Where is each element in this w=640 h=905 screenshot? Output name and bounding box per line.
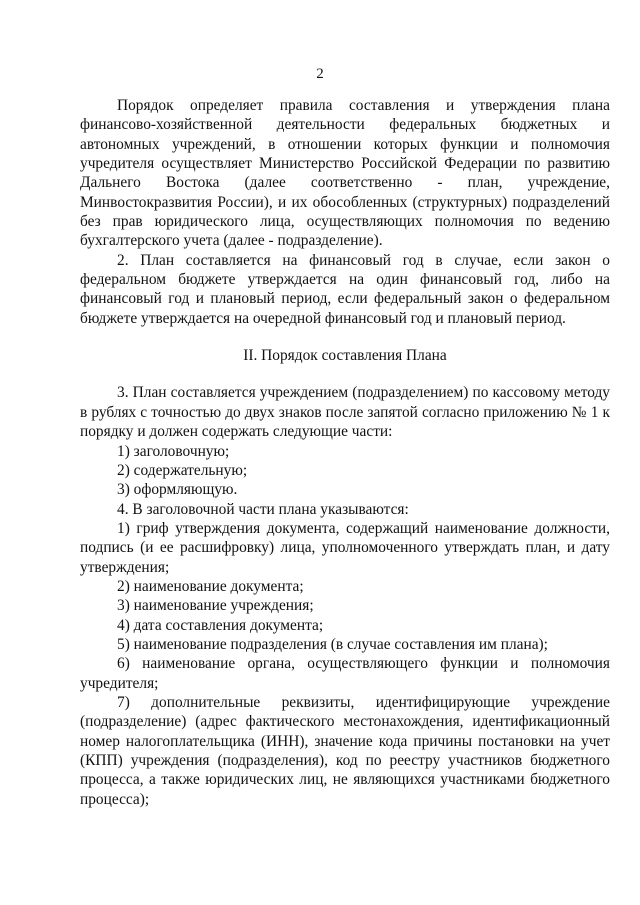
list-item: 5) наименование подразделения (в случае составления им плана);: [117, 635, 548, 653]
list-item: 1) заголовочную;: [117, 442, 230, 460]
list-item: 2) наименование документа;: [117, 577, 304, 595]
paragraph-3: 3. План составляется учреждением (подразделением) по кассовому методу в рублях с точностью до двух знаков после запятой согласно приложению № 1 к порядку и должен содержать следующие части:: [80, 384, 610, 441]
section-heading: II. Порядок составления Плана: [243, 347, 447, 365]
document-body: [80, 96, 610, 809]
list-item: 3) оформляющую.: [117, 481, 238, 499]
paragraph-4: 4. В заголовочной части плана указываются:: [117, 500, 409, 518]
list-item: 4) дата составления документа;: [117, 616, 324, 634]
paragraph-intro: Порядок определяет правила составления и утверждения плана финансово-хозяйственной деятельности федеральных бюджетных и автономных учреждений, в отношении которых функции и полномочия учредителя осуществляет Министерство Российской Федерации по развитию Дальнего Востока (далее соответственно - план, учреждение, Минвостокразвития России), и их обособленных (структурных) подразделений без прав юридического лица, осуществляющих полномочия по ведению бухгалтерского учета (далее - подразделение).: [80, 97, 610, 250]
list-item: 6) наименование органа, осуществляющего функции и полномочия учредителя;: [80, 655, 610, 692]
paragraph-2: 2. План составляется на финансовый год в случае, если закон о федеральном бюджете утверждается на один финансовый год, либо на финансовый год и плановый период, если федеральный закон о федеральном бюджете утверждается на очередной финансовый год и плановый период.: [80, 251, 610, 327]
page-number: 2: [316, 66, 324, 82]
list-item: 1) гриф утверждения документа, содержащий наименование должности, подпись (и ее расшифровку) лица, уполномоченного утверждать план, и дату утверждения;: [80, 519, 610, 576]
list-item: 3) наименование учреждения;: [117, 597, 314, 615]
list-item: 7) дополнительные реквизиты, идентифицирующие учреждение (подразделение) (адрес фактического местонахождения, идентификационный номер налогоплательщика (ИНН), значение кода причины постановки на учет (КПП) учреждения (подразделения), код по реестру участников бюджетного процесса, а также юридических лиц, не являющихся участниками бюджетного процесса);: [80, 693, 610, 808]
list-item: 2) содержательную;: [117, 461, 248, 479]
